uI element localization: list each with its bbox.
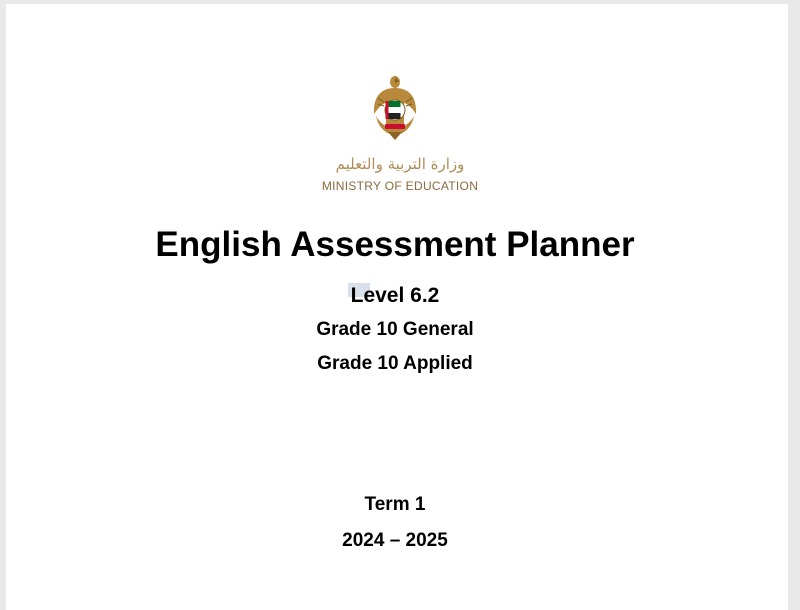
grade-applied-label: Grade 10 Applied [317,353,473,374]
academic-year-label: 2024 – 2025 [342,530,448,551]
term-label: Term 1 [364,494,426,515]
grade-general-label: Grade 10 General [316,319,474,340]
ministry-english-name: MINISTRY OF EDUCATION [321,179,479,193]
level-label: Level 6.2 [350,284,440,307]
document-title: English Assessment Planner [155,225,635,264]
ministry-arabic-name: وزارة التربية والتعليم [335,155,465,173]
uae-emblem-icon [370,74,420,144]
